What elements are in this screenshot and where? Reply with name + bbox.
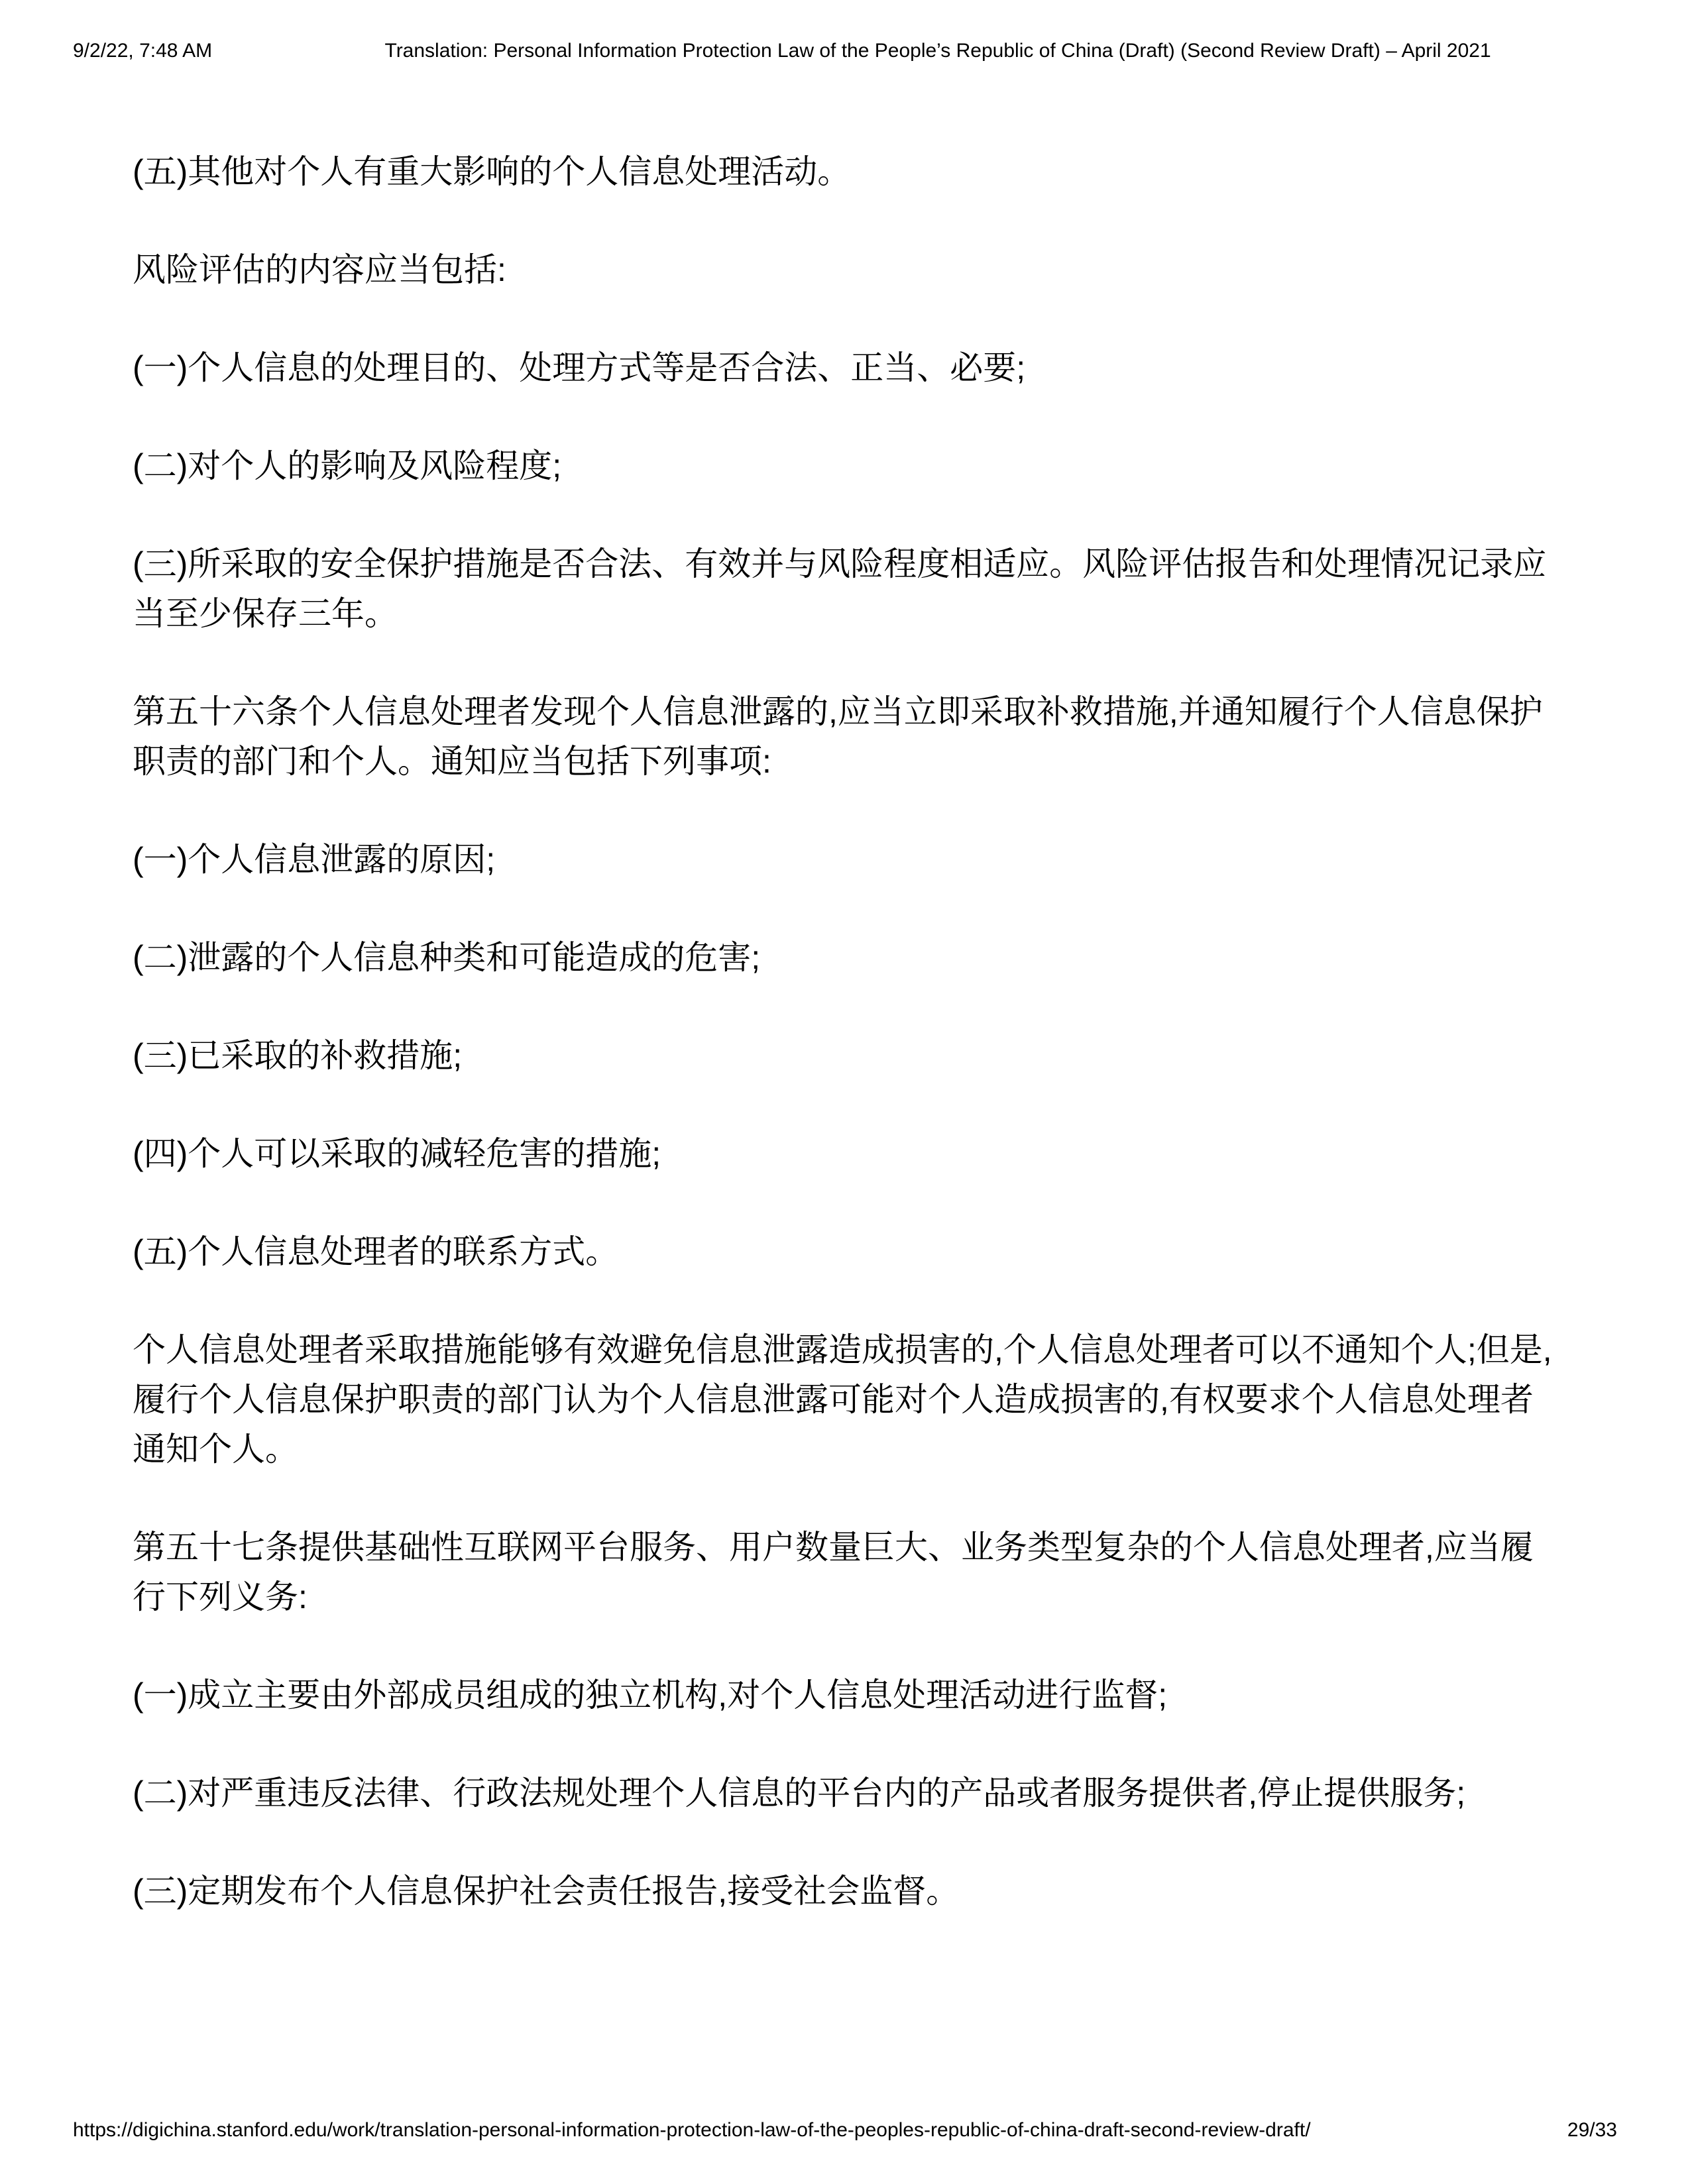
paragraph: (一)成立主要由外部成员组成的独立机构,对个人信息处理活动进行监督; [133, 1676, 1168, 1714]
paragraph: (二)泄露的个人信息种类和可能造成的危害; [133, 939, 761, 976]
paragraph: (四)个人可以采取的减轻危害的措施; [133, 1135, 661, 1172]
print-date: 9/2/22, 7:48 AM [73, 40, 213, 62]
document-body [133, 147, 1564, 1965]
paragraph: (三)所采取的安全保护措施是否合法、有效并与风险程度相适应。风险评估报告和处理情况记录应当至少保存三年。 [133, 545, 1547, 632]
print-title: Translation: Personal Information Protection Law of the People’s Republic of China (Draft) (Second Review Draft) – April 2021 [384, 40, 1491, 62]
footer-url: https://digichina.stanford.edu/work/translation-personal-information-protection-law-of-the-peoples-republic-of-china-draft-second-review-draft/ [73, 2119, 1311, 2141]
print-footer [73, 2118, 1617, 2143]
paragraph: (五)其他对个人有重大影响的个人信息处理活动。 [133, 153, 851, 190]
footer-page-number: 29/33 [1567, 2119, 1617, 2141]
paragraph: (二)对严重违反法律、行政法规处理个人信息的平台内的产品或者服务提供者,停止提供服务; [133, 1774, 1466, 1812]
paragraph: (三)定期发布个人信息保护社会责任报告,接受社会监督。 [133, 1873, 960, 1910]
paragraph: (五)个人信息处理者的联系方式。 [133, 1233, 619, 1270]
paragraph: 个人信息处理者采取措施能够有效避免信息泄露造成损害的,个人信息处理者可以不通知个人;但是,履行个人信息保护职责的部门认为个人信息泄露可能对个人造成损害的,有权要求个人信息处理者通知个人。 [133, 1331, 1552, 1468]
paragraph: (一)个人信息的处理目的、处理方式等是否合法、正当、必要; [133, 349, 1026, 386]
paragraph: (三)已采取的补救措施; [133, 1037, 463, 1074]
paragraph: 风险评估的内容应当包括: [133, 251, 506, 288]
paragraph: (一)个人信息泄露的原因; [133, 841, 496, 878]
paragraph: 第五十七条提供基础性互联网平台服务、用户数量巨大、业务类型复杂的个人信息处理者,应当履行下列义务: [133, 1529, 1534, 1615]
print-header [73, 38, 1617, 64]
paragraph: 第五十六条个人信息处理者发现个人信息泄露的,应当立即采取补救措施,并通知履行个人信息保护职责的部门和个人。通知应当包括下列事项: [133, 693, 1543, 780]
paragraph: (二)对个人的影响及风险程度; [133, 447, 562, 484]
